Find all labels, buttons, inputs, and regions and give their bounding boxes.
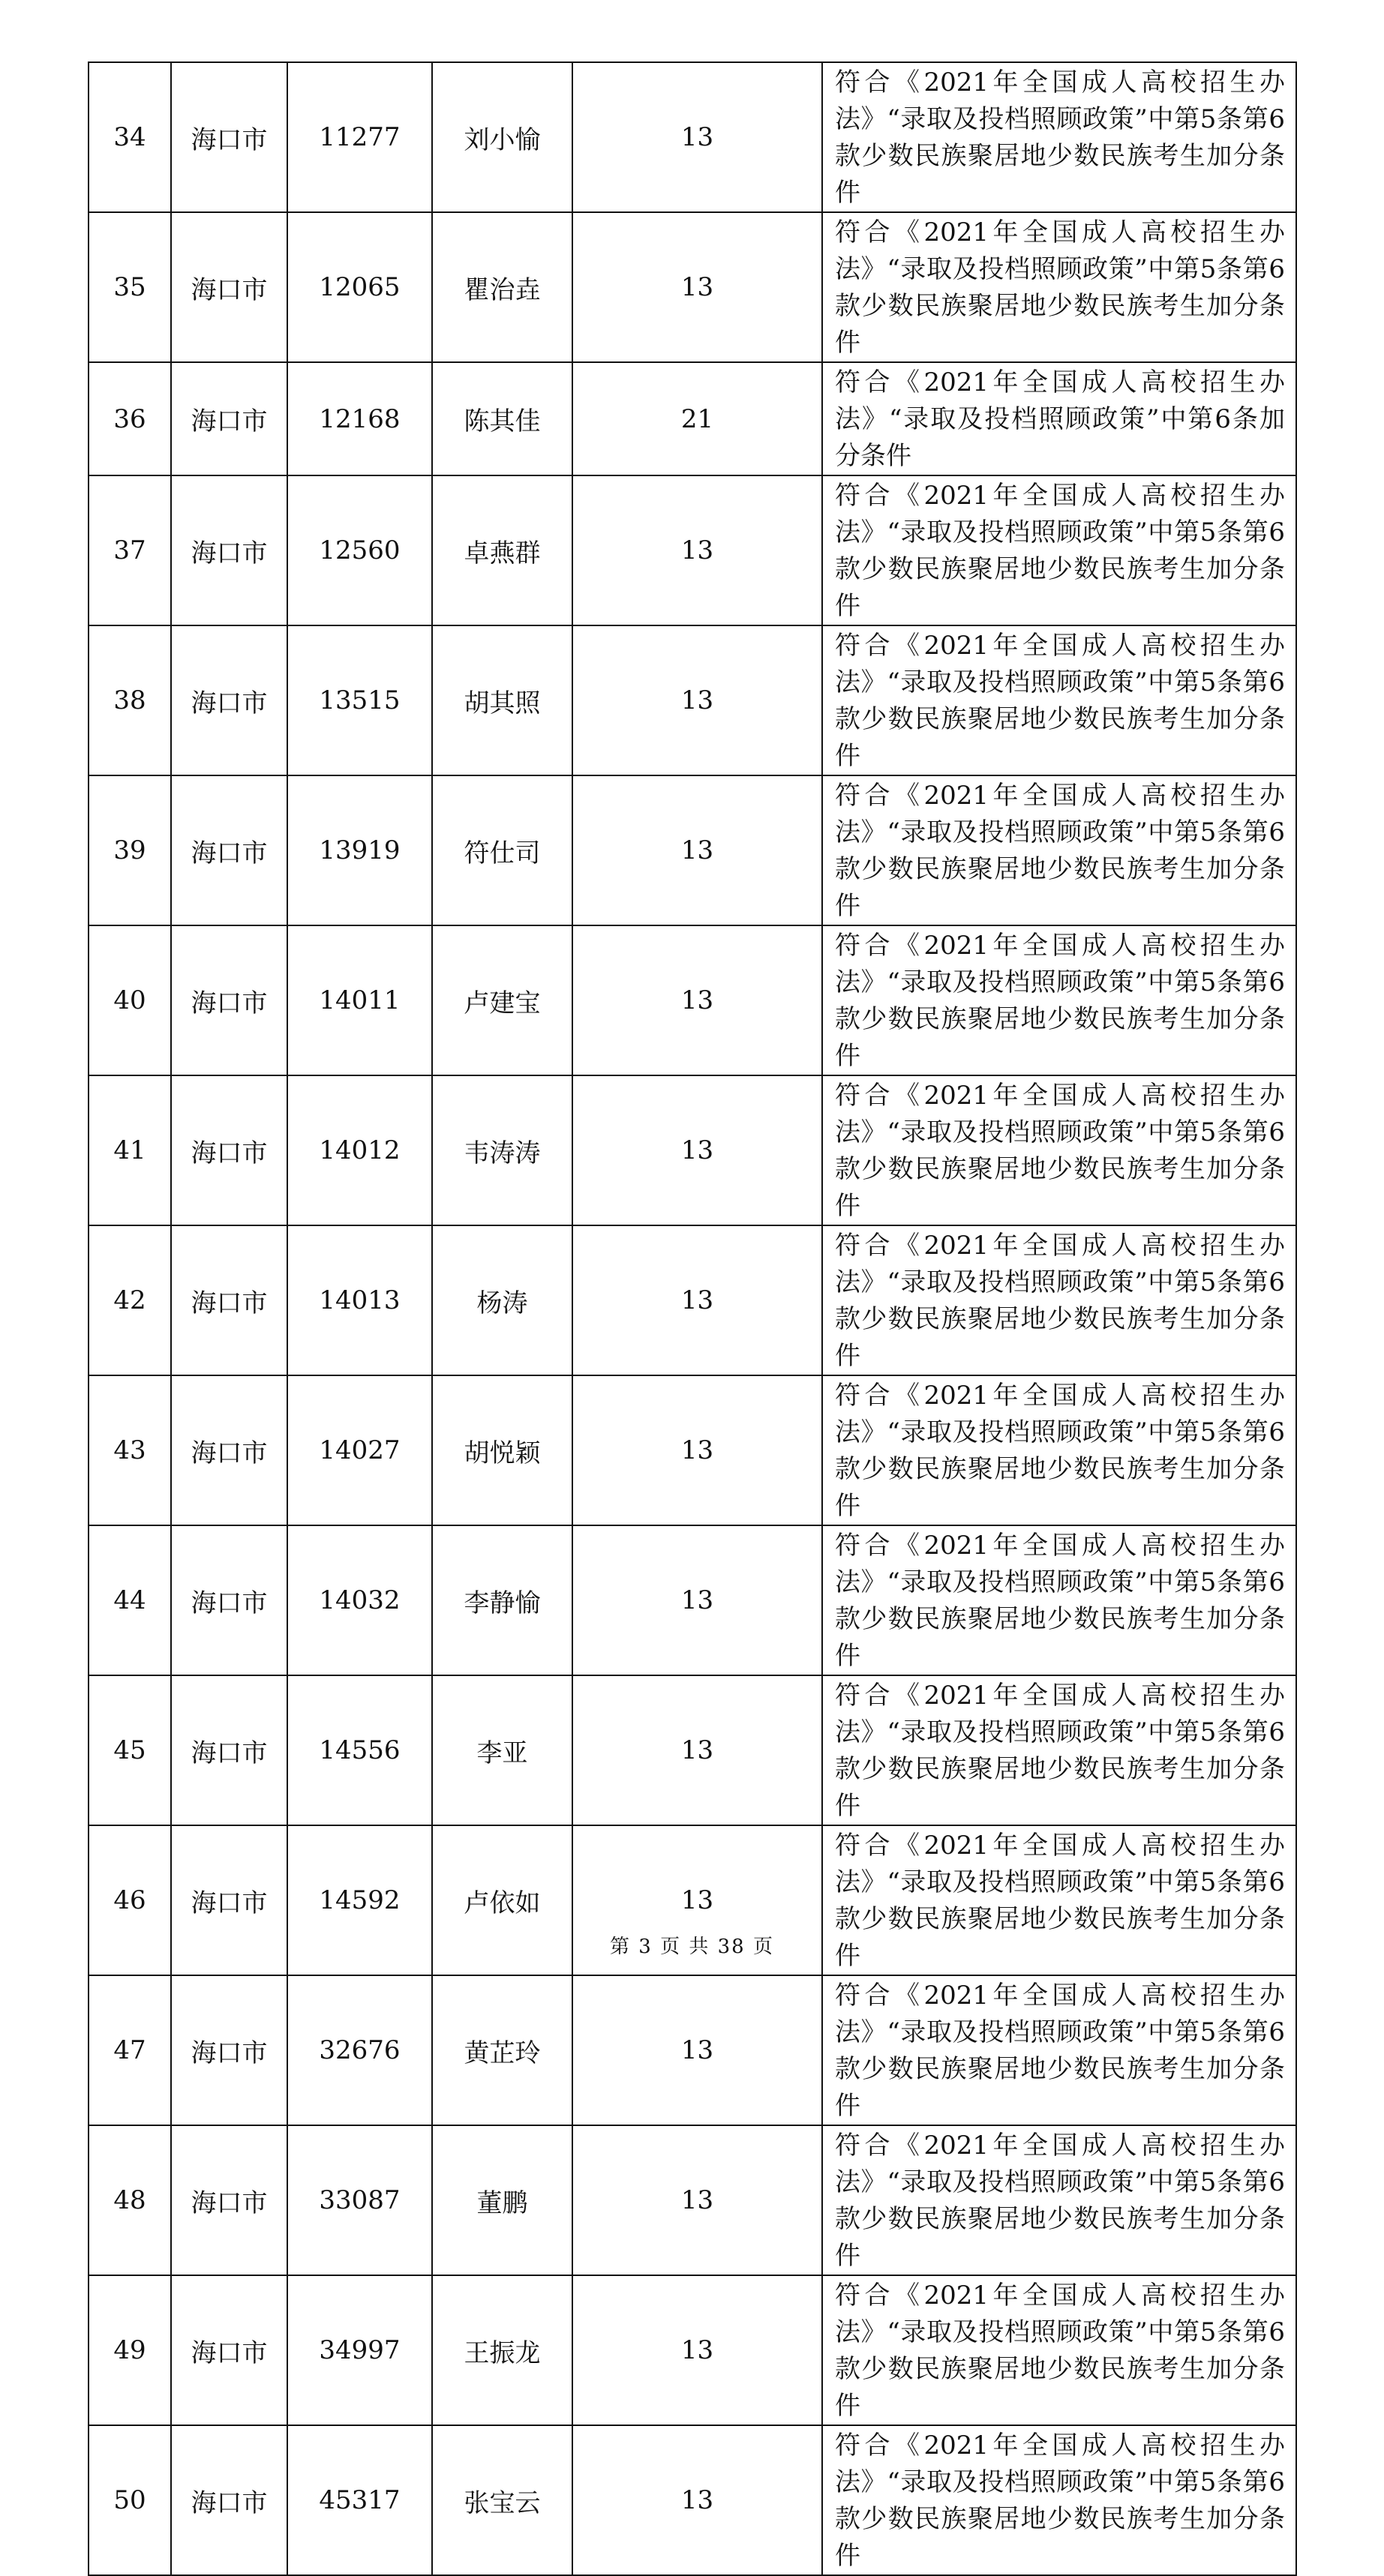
reason-cell: 符合《2021年全国成人高校招生办法》“录取及投档照顾政策”中第5条第6款少数民族聚居地少数民族考生加分条件 bbox=[822, 1375, 1296, 1525]
table-row bbox=[89, 625, 1296, 775]
exam-id-cell: 14013 bbox=[287, 1225, 432, 1375]
exam-id-cell: 14592 bbox=[287, 1825, 432, 1975]
city-cell: 海口市 bbox=[171, 2125, 287, 2275]
city-cell: 海口市 bbox=[171, 925, 287, 1075]
bonus-score-cell: 13 bbox=[572, 212, 822, 362]
exam-id-cell: 14012 bbox=[287, 1075, 432, 1225]
row-number: 40 bbox=[89, 925, 171, 1075]
row-number: 47 bbox=[89, 1975, 171, 2125]
row-number: 44 bbox=[89, 1525, 171, 1675]
candidate-name-cell: 胡悦颖 bbox=[432, 1375, 572, 1525]
city-cell: 海口市 bbox=[171, 1675, 287, 1825]
bonus-score-cell: 13 bbox=[572, 2425, 822, 2575]
row-number: 35 bbox=[89, 212, 171, 362]
row-number: 50 bbox=[89, 2425, 171, 2575]
candidate-name-cell: 胡其照 bbox=[432, 625, 572, 775]
candidate-name-cell: 张宝云 bbox=[432, 2425, 572, 2575]
exam-id-cell: 14011 bbox=[287, 925, 432, 1075]
table-row bbox=[89, 2425, 1296, 2575]
city-cell: 海口市 bbox=[171, 1525, 287, 1675]
row-number: 36 bbox=[89, 362, 171, 475]
candidate-name-cell: 卢依如 bbox=[432, 1825, 572, 1975]
city-cell: 海口市 bbox=[171, 2275, 287, 2425]
reason-cell: 符合《2021年全国成人高校招生办法》“录取及投档照顾政策”中第5条第6款少数民族聚居地少数民族考生加分条件 bbox=[822, 1675, 1296, 1825]
row-number: 41 bbox=[89, 1075, 171, 1225]
exam-id-cell: 45317 bbox=[287, 2425, 432, 2575]
page-footer: 第 3 页 共 38 页 bbox=[610, 1936, 774, 1958]
candidate-name-cell: 黄芷玲 bbox=[432, 1975, 572, 2125]
city-cell: 海口市 bbox=[171, 1825, 287, 1975]
candidate-name-cell: 刘小愉 bbox=[432, 62, 572, 212]
city-cell: 海口市 bbox=[171, 62, 287, 212]
exam-id-cell: 11277 bbox=[287, 62, 432, 212]
bonus-score-cell: 21 bbox=[572, 362, 822, 475]
candidate-name-cell: 董鹏 bbox=[432, 2125, 572, 2275]
candidate-name-cell: 卓燕群 bbox=[432, 475, 572, 625]
candidate-name-cell: 陈其佳 bbox=[432, 362, 572, 475]
city-cell: 海口市 bbox=[171, 1975, 287, 2125]
bonus-score-cell: 13 bbox=[572, 1225, 822, 1375]
reason-cell: 符合《2021年全国成人高校招生办法》“录取及投档照顾政策”中第5条第6款少数民族聚居地少数民族考生加分条件 bbox=[822, 1825, 1296, 1975]
exam-id-cell: 12065 bbox=[287, 212, 432, 362]
bonus-points-table bbox=[88, 61, 1297, 2576]
table-row bbox=[89, 362, 1296, 475]
exam-id-cell: 32676 bbox=[287, 1975, 432, 2125]
exam-id-cell: 34997 bbox=[287, 2275, 432, 2425]
table-row bbox=[89, 1525, 1296, 1675]
city-cell: 海口市 bbox=[171, 1225, 287, 1375]
exam-id-cell: 13515 bbox=[287, 625, 432, 775]
city-cell: 海口市 bbox=[171, 212, 287, 362]
reason-cell: 符合《2021年全国成人高校招生办法》“录取及投档照顾政策”中第5条第6款少数民族聚居地少数民族考生加分条件 bbox=[822, 2425, 1296, 2575]
exam-id-cell: 12560 bbox=[287, 475, 432, 625]
candidate-name-cell: 李静愉 bbox=[432, 1525, 572, 1675]
row-number: 39 bbox=[89, 775, 171, 925]
exam-id-cell: 13919 bbox=[287, 775, 432, 925]
bonus-score-cell: 13 bbox=[572, 1375, 822, 1525]
bonus-score-cell: 13 bbox=[572, 775, 822, 925]
bonus-score-cell: 13 bbox=[572, 1525, 822, 1675]
city-cell: 海口市 bbox=[171, 775, 287, 925]
reason-cell: 符合《2021年全国成人高校招生办法》“录取及投档照顾政策”中第5条第6款少数民族聚居地少数民族考生加分条件 bbox=[822, 1075, 1296, 1225]
bonus-score-cell: 13 bbox=[572, 1675, 822, 1825]
city-cell: 海口市 bbox=[171, 1075, 287, 1225]
reason-cell: 符合《2021年全国成人高校招生办法》“录取及投档照顾政策”中第5条第6款少数民族聚居地少数民族考生加分条件 bbox=[822, 775, 1296, 925]
candidate-name-cell: 韦涛涛 bbox=[432, 1075, 572, 1225]
bonus-score-cell: 13 bbox=[572, 475, 822, 625]
row-number: 45 bbox=[89, 1675, 171, 1825]
reason-cell: 符合《2021年全国成人高校招生办法》“录取及投档照顾政策”中第6条加分条件 bbox=[822, 362, 1296, 475]
table-row bbox=[89, 925, 1296, 1075]
table-row bbox=[89, 775, 1296, 925]
bonus-score-cell: 13 bbox=[572, 625, 822, 775]
reason-cell: 符合《2021年全国成人高校招生办法》“录取及投档照顾政策”中第5条第6款少数民族聚居地少数民族考生加分条件 bbox=[822, 2125, 1296, 2275]
candidate-name-cell: 王振龙 bbox=[432, 2275, 572, 2425]
row-number: 42 bbox=[89, 1225, 171, 1375]
reason-cell: 符合《2021年全国成人高校招生办法》“录取及投档照顾政策”中第5条第6款少数民族聚居地少数民族考生加分条件 bbox=[822, 475, 1296, 625]
exam-id-cell: 14032 bbox=[287, 1525, 432, 1675]
reason-cell: 符合《2021年全国成人高校招生办法》“录取及投档照顾政策”中第5条第6款少数民族聚居地少数民族考生加分条件 bbox=[822, 1975, 1296, 2125]
bonus-score-cell: 13 bbox=[572, 1075, 822, 1225]
bonus-score-cell: 13 bbox=[572, 62, 822, 212]
table-row bbox=[89, 2275, 1296, 2425]
table-row bbox=[89, 1375, 1296, 1525]
table-row bbox=[89, 62, 1296, 212]
table-row bbox=[89, 2125, 1296, 2275]
reason-cell: 符合《2021年全国成人高校招生办法》“录取及投档照顾政策”中第5条第6款少数民族聚居地少数民族考生加分条件 bbox=[822, 1525, 1296, 1675]
reason-cell: 符合《2021年全国成人高校招生办法》“录取及投档照顾政策”中第5条第6款少数民族聚居地少数民族考生加分条件 bbox=[822, 212, 1296, 362]
table-row bbox=[89, 212, 1296, 362]
row-number: 37 bbox=[89, 475, 171, 625]
city-cell: 海口市 bbox=[171, 2425, 287, 2575]
city-cell: 海口市 bbox=[171, 362, 287, 475]
bonus-score-cell: 13 bbox=[572, 1975, 822, 2125]
reason-cell: 符合《2021年全国成人高校招生办法》“录取及投档照顾政策”中第5条第6款少数民族聚居地少数民族考生加分条件 bbox=[822, 2275, 1296, 2425]
candidate-name-cell: 杨涛 bbox=[432, 1225, 572, 1375]
reason-cell: 符合《2021年全国成人高校招生办法》“录取及投档照顾政策”中第5条第6款少数民族聚居地少数民族考生加分条件 bbox=[822, 625, 1296, 775]
candidate-name-cell: 瞿治垚 bbox=[432, 212, 572, 362]
reason-cell: 符合《2021年全国成人高校招生办法》“录取及投档照顾政策”中第5条第6款少数民族聚居地少数民族考生加分条件 bbox=[822, 1225, 1296, 1375]
city-cell: 海口市 bbox=[171, 475, 287, 625]
bonus-score-cell: 13 bbox=[572, 2125, 822, 2275]
row-number: 49 bbox=[89, 2275, 171, 2425]
table-row bbox=[89, 1975, 1296, 2125]
exam-id-cell: 14027 bbox=[287, 1375, 432, 1525]
city-cell: 海口市 bbox=[171, 625, 287, 775]
table-row bbox=[89, 1225, 1296, 1375]
candidate-name-cell: 符仕司 bbox=[432, 775, 572, 925]
table-row bbox=[89, 1075, 1296, 1225]
exam-id-cell: 12168 bbox=[287, 362, 432, 475]
row-number: 43 bbox=[89, 1375, 171, 1525]
bonus-score-cell: 13 bbox=[572, 925, 822, 1075]
city-cell: 海口市 bbox=[171, 1375, 287, 1525]
exam-id-cell: 33087 bbox=[287, 2125, 432, 2275]
exam-id-cell: 14556 bbox=[287, 1675, 432, 1825]
row-number: 38 bbox=[89, 625, 171, 775]
table-row bbox=[89, 475, 1296, 625]
reason-cell: 符合《2021年全国成人高校招生办法》“录取及投档照顾政策”中第5条第6款少数民族聚居地少数民族考生加分条件 bbox=[822, 925, 1296, 1075]
reason-cell: 符合《2021年全国成人高校招生办法》“录取及投档照顾政策”中第5条第6款少数民族聚居地少数民族考生加分条件 bbox=[822, 62, 1296, 212]
bonus-score-cell: 13 bbox=[572, 2275, 822, 2425]
candidate-name-cell: 李亚 bbox=[432, 1675, 572, 1825]
row-number: 34 bbox=[89, 62, 171, 212]
row-number: 48 bbox=[89, 2125, 171, 2275]
bonus-score-cell: 13 bbox=[572, 1825, 822, 1975]
candidate-name-cell: 卢建宝 bbox=[432, 925, 572, 1075]
table-row bbox=[89, 1675, 1296, 1825]
row-number: 46 bbox=[89, 1825, 171, 1975]
